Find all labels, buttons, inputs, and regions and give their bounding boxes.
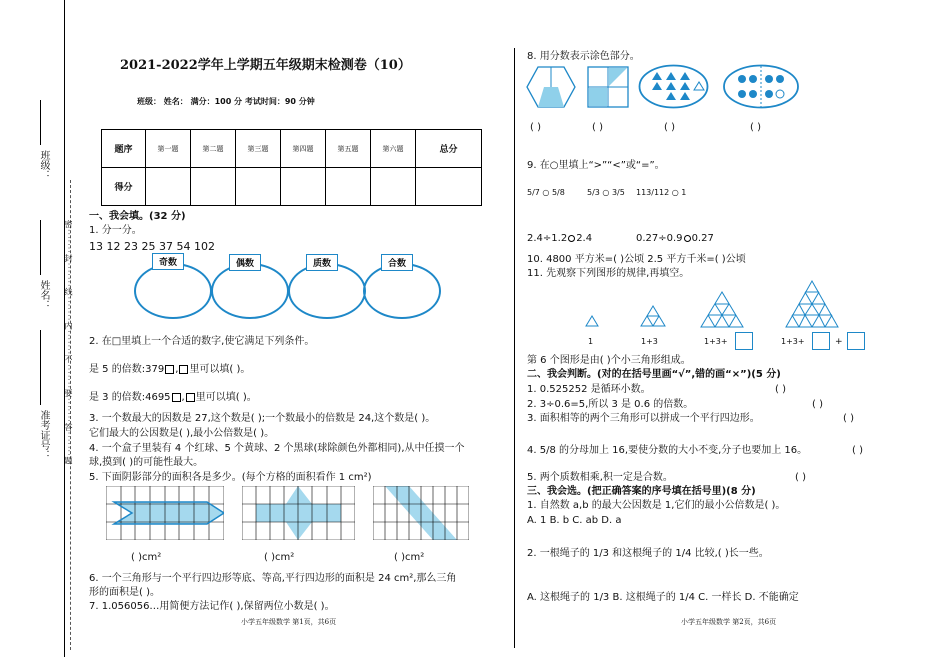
page-title: 2021-2022学年上学期五年级期末检测卷（10）	[120, 58, 411, 73]
q2a-suffix: 里可以填( )。	[189, 364, 251, 375]
tri-label-4: 1+3+	[781, 337, 805, 346]
q9-item-1[interactable]: 5/7 ○ 5/8	[527, 188, 565, 197]
score-table	[101, 129, 482, 206]
digit-box[interactable]	[165, 365, 174, 374]
score-cell: 第二题	[191, 130, 236, 168]
page-footer-2: 小学五年级数学 第2页，共6页	[681, 618, 777, 626]
score-input[interactable]	[326, 168, 371, 206]
choice-2: 2. 一根绳子的 1/3 和这根绳子的 1/4 比较,( )长一些。	[527, 548, 769, 559]
q8-answer-1[interactable]: ( )	[530, 122, 541, 133]
area-figure-2	[242, 486, 355, 540]
judge-2: 2. 3÷0.6=5,所以 3 是 0.6 的倍数。	[527, 399, 694, 410]
composite-label: 合数	[381, 254, 413, 271]
pattern-answer-box[interactable]	[812, 332, 830, 350]
column-divider	[514, 48, 515, 648]
q1-numbers: 13 12 23 25 37 54 102	[89, 240, 215, 253]
score-header-row	[102, 130, 482, 168]
odd-oval[interactable]	[134, 263, 212, 319]
area-answer-3[interactable]: ( )cm²	[394, 552, 425, 563]
q9-expr-b: 0.27÷0.9	[636, 233, 683, 244]
judge-3-answer[interactable]: ( )	[843, 413, 854, 424]
area-answer-2[interactable]: ( )cm²	[264, 552, 295, 563]
q6-line1: 6. 一个三角形与一个平行四边形等底、等高,平行四边形的面积是 24 cm²,那么三角	[89, 573, 457, 584]
even-label: 偶数	[229, 254, 261, 271]
page-footer-1: 小学五年级数学 第1页，共6页	[241, 618, 337, 626]
q1-text: 1. 分一分。	[89, 225, 142, 236]
q10-text: 10. 4800 平方米=( )公顷 2.5 平方千米=( )公顷	[527, 254, 746, 265]
judge-1: 1. 0.525252 是循环小数。	[527, 384, 651, 395]
judge-5-answer[interactable]: ( )	[795, 472, 806, 483]
class-underline	[40, 100, 41, 145]
section3-title: 三、我会选。(把正确答案的序号填在括号里)(8 分)	[527, 486, 756, 497]
q4-line1: 4. 一个盒子里装有 4 个红球、5 个黄球、2 个黑球(球除颜色外都相同),从中任摸一个	[89, 443, 465, 454]
score-input[interactable]	[191, 168, 236, 206]
score-cell: 第六题	[371, 130, 416, 168]
score-input[interactable]	[281, 168, 326, 206]
area-answer-1[interactable]: ( )cm²	[131, 552, 162, 563]
q9-line2a	[527, 233, 592, 245]
name-label: 姓名：	[38, 280, 49, 310]
choice-1-options[interactable]: A. 1 B. b C. ab D. a	[527, 515, 622, 526]
section2-title: 二、我会判断。(对的在括号里画“√”,错的画“×”)(5 分)	[527, 369, 781, 380]
choice-2-options[interactable]: A. 这根绳子的 1/3 B. 这根绳子的 1/4 C. 一样长 D. 不能确定	[527, 592, 799, 603]
score-cell: 第一题	[146, 130, 191, 168]
judge-4: 4. 5/8 的分母加上 16,要使分数的大小不变,分子也要加上 16。	[527, 445, 808, 456]
q3-line2: 它们最大的公因数是( ),最小公倍数是( )。	[89, 428, 275, 439]
score-row	[102, 168, 482, 206]
class-label: 班级：	[38, 150, 49, 180]
digit-box[interactable]	[179, 365, 188, 374]
id-label: 准考证号：	[38, 410, 49, 460]
q9-expr-b-rhs: 0.27	[691, 233, 714, 244]
q2-text: 2. 在□里填上一个合适的数字,使它满足下列条件。	[89, 336, 315, 347]
digit-box[interactable]	[186, 393, 195, 402]
triangles-oval-figure	[638, 64, 709, 109]
tri-label-2: 1+3	[641, 337, 658, 346]
score-cell: 第四题	[281, 130, 326, 168]
id-underline	[40, 330, 41, 405]
q2b-prefix: 是 3 的倍数:4695	[89, 392, 171, 403]
score-input[interactable]	[146, 168, 191, 206]
square-figure	[587, 66, 629, 108]
exam-info: 班级： 姓名： 满分：100 分 考试时间：90 分钟	[137, 97, 315, 106]
pattern-answer-box[interactable]	[735, 332, 753, 350]
area-figure-3	[373, 486, 469, 540]
q8-answer-4[interactable]: ( )	[750, 122, 761, 133]
tri-label-1: 1	[588, 337, 594, 346]
q9-expr-a: 2.4÷1.2	[527, 233, 568, 244]
digit-box[interactable]	[172, 393, 181, 402]
q9-line2b	[636, 233, 714, 245]
score-input[interactable]	[416, 168, 482, 206]
q8-answer-3[interactable]: ( )	[664, 122, 675, 133]
score-cell: 总分	[416, 130, 482, 168]
judge-4-answer[interactable]: ( )	[852, 445, 863, 456]
even-oval[interactable]	[211, 263, 289, 319]
hexagon-figure	[526, 66, 576, 108]
judge-5: 5. 两个质数相乘,积一定是合数。	[527, 472, 673, 483]
judge-3: 3. 面积相等的两个三角形可以拼成一个平行四边形。	[527, 413, 760, 424]
compare-circle[interactable]	[684, 235, 691, 242]
plus-sign: +	[835, 337, 843, 347]
q9-item-3[interactable]: 113/112 ○ 1	[636, 188, 687, 197]
q9-item-2[interactable]: 5/3 ○ 3/5	[587, 188, 625, 197]
q2a: 是 5 的倍数:379 , 里可以填( )。	[89, 364, 251, 375]
area-figure-1	[106, 486, 224, 540]
section1-title: 一、我会填。(32 分)	[89, 211, 186, 222]
score-input[interactable]	[371, 168, 416, 206]
q2a-prefix: 是 5 的倍数:379	[89, 364, 165, 375]
judge-1-answer[interactable]: ( )	[775, 384, 786, 395]
prime-label: 质数	[306, 254, 338, 271]
tri-label-3: 1+3+	[704, 337, 728, 346]
seal-text: 密·······封·······线·······内·······不·······要·······答·······题	[64, 220, 73, 466]
q5-text: 5. 下面阴影部分的面积各是多少。(每个方格的面积看作 1 cm²)	[89, 472, 372, 483]
q2b-suffix: 里可以填( )。	[195, 392, 257, 403]
q11-answer: 第 6 个图形是由( )个小三角形组成。	[527, 355, 691, 366]
name-underline	[40, 220, 41, 275]
q6-line2: 形的面积是( )。	[89, 587, 160, 598]
score-cell: 第三题	[236, 130, 281, 168]
q8-text: 8. 用分数表示涂色部分。	[527, 51, 640, 62]
score-cell: 第五题	[326, 130, 371, 168]
prime-oval[interactable]	[288, 263, 366, 319]
q7-text: 7. 1.056056…用简便方法记作( ),保留两位小数是( )。	[89, 601, 335, 612]
q4-line2: 球,摸到( )的可能性最大。	[89, 457, 204, 468]
odd-label: 奇数	[152, 253, 184, 270]
compare-circle[interactable]	[568, 235, 575, 242]
q3-line1: 3. 一个数最大的因数是 27,这个数是( );一个数最小的倍数是 24,这个数是( )。	[89, 413, 436, 424]
score-cell: 题序	[102, 130, 146, 168]
score-label: 得分	[102, 168, 146, 206]
triangle-pattern	[582, 280, 842, 330]
judge-2-answer[interactable]: ( )	[812, 399, 823, 410]
q9-expr-a-rhs: 2.4	[576, 233, 593, 244]
q11-text: 11. 先观察下列图形的规律,再填空。	[527, 268, 690, 279]
choice-1: 1. 自然数 a,b 的最大公因数是 1,它们的最小公倍数是( )。	[527, 500, 786, 511]
pattern-answer-box[interactable]	[847, 332, 865, 350]
q2b: 是 3 的倍数:4695 , 里可以填( )。	[89, 392, 257, 403]
score-input[interactable]	[236, 168, 281, 206]
composite-oval[interactable]	[363, 263, 441, 319]
q9-text: 9. 在○里填上“>”“<”或“=”。	[527, 160, 665, 171]
dots-oval-figure	[722, 64, 800, 109]
q8-answer-2[interactable]: ( )	[592, 122, 603, 133]
